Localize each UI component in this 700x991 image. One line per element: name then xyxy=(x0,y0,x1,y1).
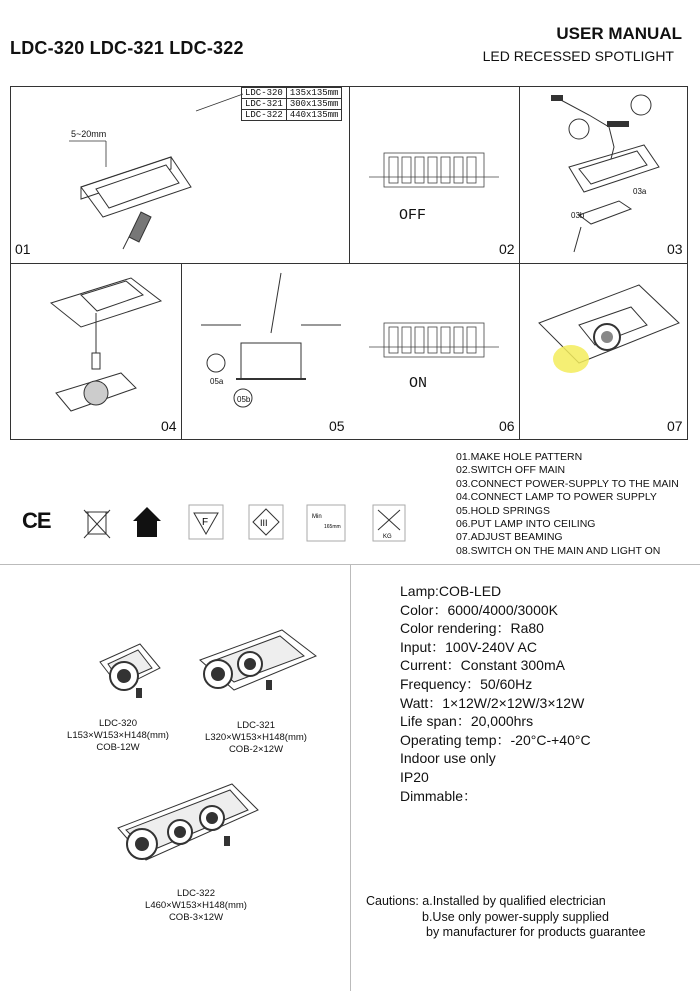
product-label-ldc-322 xyxy=(134,888,258,924)
switch-off-label: OFF xyxy=(399,207,427,224)
ldc-320-illustration xyxy=(90,632,170,712)
connect-power-supply-illustration xyxy=(519,87,687,263)
product-subtitle: LED RECESSED SPOTLIGHT xyxy=(482,48,674,64)
product-model: LDC-322 xyxy=(176,888,216,899)
step-number-07: 07 xyxy=(667,418,683,434)
callout-03a: 03a xyxy=(633,187,647,196)
switch-off-illustration xyxy=(349,87,519,263)
product-model: LDC-321 xyxy=(236,720,276,731)
switch-on-label: ON xyxy=(409,375,428,392)
step-number-06: 06 xyxy=(499,418,515,434)
connect-lamp-illustration xyxy=(11,263,181,439)
product-model: LDC-320 xyxy=(98,718,138,729)
step-number-01: 01 xyxy=(15,241,31,257)
certification-icons xyxy=(22,504,352,542)
step-item: 06.PUT LAMP INTO CEILING xyxy=(456,518,596,531)
callout-05a: 05a xyxy=(210,377,224,386)
spec-item: Watt：1×12W/2×12W/3×12W xyxy=(400,694,585,711)
size-table-size: 135x135mm xyxy=(286,88,342,99)
product-dimensions: L460×W153×H148(mm) xyxy=(145,900,247,911)
size-table-model: LDC-321 xyxy=(242,99,287,110)
f-mark-letter: F xyxy=(202,517,209,528)
min-distance-value: 165mm xyxy=(324,524,341,530)
cautions-block xyxy=(366,894,646,941)
column-divider xyxy=(350,564,351,991)
step-item: 04.CONNECT LAMP TO POWER SUPPLY xyxy=(456,491,657,504)
size-table-model: LDC-320 xyxy=(242,88,287,99)
size-table-size: 300x135mm xyxy=(286,99,342,110)
callout-05b: 05b xyxy=(237,395,251,404)
step-item: 08.SWITCH ON THE MAIN AND LIGHT ON xyxy=(456,544,661,557)
specifications-list xyxy=(400,582,591,805)
min-distance-text: Min xyxy=(312,514,322,520)
step-number-05: 05 xyxy=(329,418,345,434)
spec-item: Lamp:COB-LED xyxy=(400,583,502,599)
switch-on-illustration xyxy=(349,263,519,439)
product-cob: COB-2×12W xyxy=(228,744,284,755)
ldc-321-illustration xyxy=(192,620,322,710)
adjust-beaming-illustration xyxy=(519,263,687,439)
hole-pattern-illustration xyxy=(11,87,349,263)
product-label-ldc-320 xyxy=(58,718,178,754)
caution-line: b.Use only power-supply supplied xyxy=(422,909,609,924)
hold-springs-illustration xyxy=(181,263,349,439)
class-iii-icon xyxy=(248,504,284,540)
class-iii-text: III xyxy=(260,518,268,528)
spec-item: Operating temp：-20°C-+40°C xyxy=(400,731,591,748)
weee-bin-icon xyxy=(80,504,114,540)
gap-label: 5~20mm xyxy=(71,129,107,139)
step-item: 07.ADJUST BEAMING xyxy=(456,531,563,544)
manual-title: USER MANUAL xyxy=(556,24,682,43)
model-list-title: LDC-320 LDC-321 LDC-322 xyxy=(10,38,244,58)
ldc-322-illustration xyxy=(112,778,262,878)
spec-item: Indoor use only xyxy=(400,750,496,767)
spec-item: Life span：20,000hrs xyxy=(400,713,534,730)
step-item: 03.CONNECT POWER-SUPPLY TO THE MAIN xyxy=(456,477,679,490)
spec-item: Color：6000/4000/3000K xyxy=(400,601,559,618)
spec-item: Input：100V-240V AC xyxy=(400,638,537,655)
step-number-04: 04 xyxy=(161,418,177,434)
product-dimensions: L153×W153×H148(mm) xyxy=(67,730,169,741)
no-insulation-icon xyxy=(372,504,406,542)
step-item: 02.SWITCH OFF MAIN xyxy=(456,464,566,477)
spec-item: Current：Constant 300mA xyxy=(400,657,565,674)
step-number-02: 02 xyxy=(499,241,515,257)
step-item: 05.HOLD SPRINGS xyxy=(456,504,550,517)
installation-diagram-grid xyxy=(10,86,688,440)
spec-item: Dimmable： xyxy=(400,787,478,804)
product-dimensions: L320×W153×H148(mm) xyxy=(205,732,307,743)
min-distance-icon xyxy=(306,504,346,542)
size-table-size: 440x135mm xyxy=(286,110,342,121)
caution-line: by manufacturer for products guarantee xyxy=(426,925,646,939)
product-label-ldc-321 xyxy=(194,720,318,756)
spec-item: IP20 xyxy=(400,768,429,785)
spec-item: Color rendering：Ra80 xyxy=(400,620,544,637)
no-insulation-text: KG xyxy=(383,534,392,540)
caution-line: Cautions: a.Installed by qualified electrician xyxy=(366,894,606,908)
f-mark-icon xyxy=(188,504,224,540)
ce-mark-icon: CE xyxy=(22,508,51,533)
step-number-03: 03 xyxy=(667,241,683,257)
spec-item: Frequency：50/60Hz xyxy=(400,675,533,692)
product-cob: COB-12W xyxy=(96,742,140,753)
step-item: 01.MAKE HOLE PATTERN xyxy=(456,451,583,463)
class-ii-house-icon xyxy=(130,504,164,540)
product-cob: COB-3×12W xyxy=(168,912,224,923)
callout-03b: 03b xyxy=(571,211,585,220)
size-table-model: LDC-322 xyxy=(242,110,287,121)
installation-steps-list xyxy=(456,451,679,558)
